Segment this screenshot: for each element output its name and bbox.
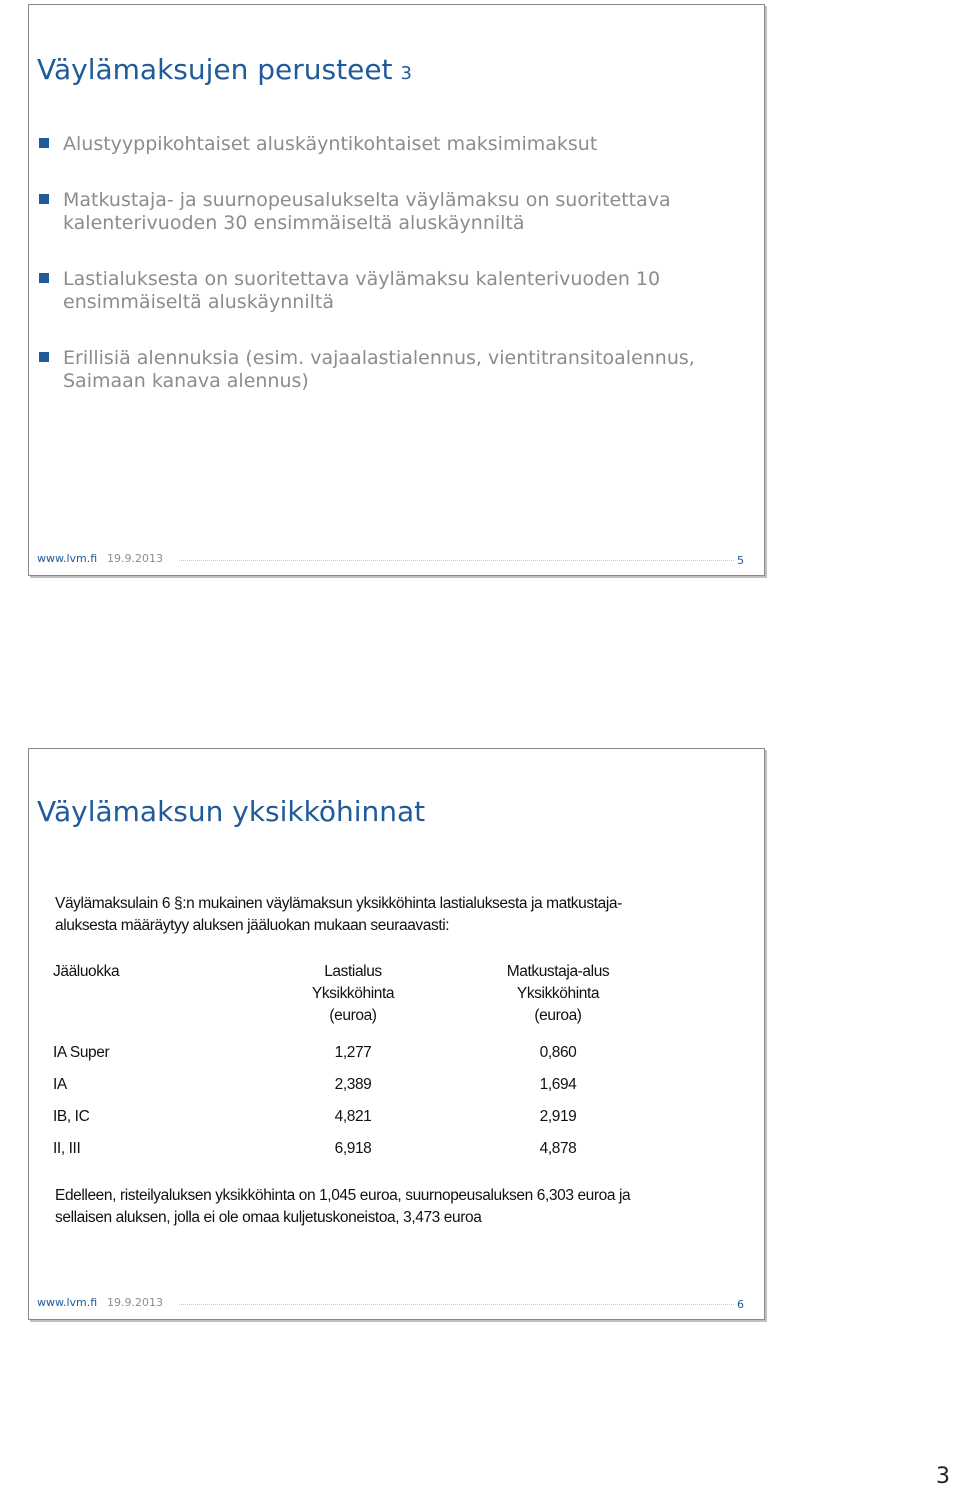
slide-6 [28, 748, 765, 1320]
footer-date: 19.9.2013 [107, 552, 163, 565]
square-bullet-icon [39, 352, 49, 362]
cargo-price-cell: 6,918 [334, 1140, 372, 1157]
slide-title: Väylämaksun yksikköhinnat [37, 795, 426, 828]
column-header-ice-class: Jääluokka [53, 963, 120, 980]
square-bullet-icon [39, 138, 49, 148]
slide-page-number: 5 [737, 554, 744, 567]
bullet-item: Alustyyppikohtaiset aluskäyntikohtaiset maksimimaksut [39, 133, 749, 156]
slide-page-number: 6 [737, 1298, 744, 1311]
passenger-price-cell: 1,694 [539, 1076, 577, 1093]
footer-divider [179, 1304, 734, 1305]
bullet-list [39, 133, 749, 426]
footer-url: www.lvm.fi [37, 552, 98, 565]
table-row [53, 1101, 663, 1133]
closing-paragraph: Edelleen, risteilyaluksen yksikköhinta on 1,045 euroa, suurnopeusaluksen 6,303 euroa ja sellaisen aluksen, jolla ei ole omaa kuljetuskoneistoa, 3,473 euroa [55, 1187, 631, 1226]
table-row [53, 1133, 663, 1165]
document-page-number: 3 [936, 1464, 950, 1489]
ice-class-cell: IA Super [53, 1044, 110, 1061]
cargo-price-cell: 1,277 [334, 1044, 372, 1061]
table-row [53, 1027, 663, 1069]
cargo-price-cell: 2,389 [334, 1076, 372, 1093]
table-row [53, 1069, 663, 1101]
column-header-passenger: Matkustaja-alus Yksikköhinta (euroa) [506, 963, 610, 1024]
passenger-price-cell: 0,860 [539, 1044, 577, 1061]
cargo-price-cell: 4,821 [334, 1108, 372, 1125]
bullet-item: Erillisiä alennuksia (esim. vajaalastialennus, vientitransitoalennus, Saimaan kanava alennus) [39, 347, 749, 393]
square-bullet-icon [39, 194, 49, 204]
footer-url: www.lvm.fi [37, 1296, 98, 1309]
ice-class-cell: II, III [53, 1140, 81, 1157]
bullet-item: Matkustaja- ja suurnopeusalukselta väylämaksu on suoritettava kalenterivuoden 30 ensimmäiseltä aluskäynniltä [39, 189, 749, 235]
passenger-price-cell: 2,919 [539, 1108, 577, 1125]
intro-paragraph: Väylämaksulain 6 §:n mukainen väylämaksun yksikköhinta lastialuksesta ja matkustaja-aluksesta määräytyy aluksen jääluokan mukaan seuraavasti: [55, 895, 622, 934]
square-bullet-icon [39, 273, 49, 283]
passenger-price-cell: 4,878 [539, 1140, 577, 1157]
column-header-cargo: Lastialus Yksikköhinta (euroa) [311, 963, 395, 1024]
ice-class-cell: IA [53, 1076, 67, 1093]
footer-divider [179, 560, 734, 561]
slide-title: Väylämaksujen perusteet 3 [37, 53, 412, 86]
bullet-item: Lastialuksesta on suoritettava väylämaksu kalenterivuoden 10 ensimmäiseltä aluskäynniltä [39, 268, 749, 314]
unit-price-table [53, 961, 663, 1165]
table-header-row [53, 961, 663, 1027]
slide-5 [28, 4, 765, 576]
slide-title-number: 3 [400, 63, 412, 84]
ice-class-cell: IB, IC [53, 1108, 90, 1125]
footer-date: 19.9.2013 [107, 1296, 163, 1309]
